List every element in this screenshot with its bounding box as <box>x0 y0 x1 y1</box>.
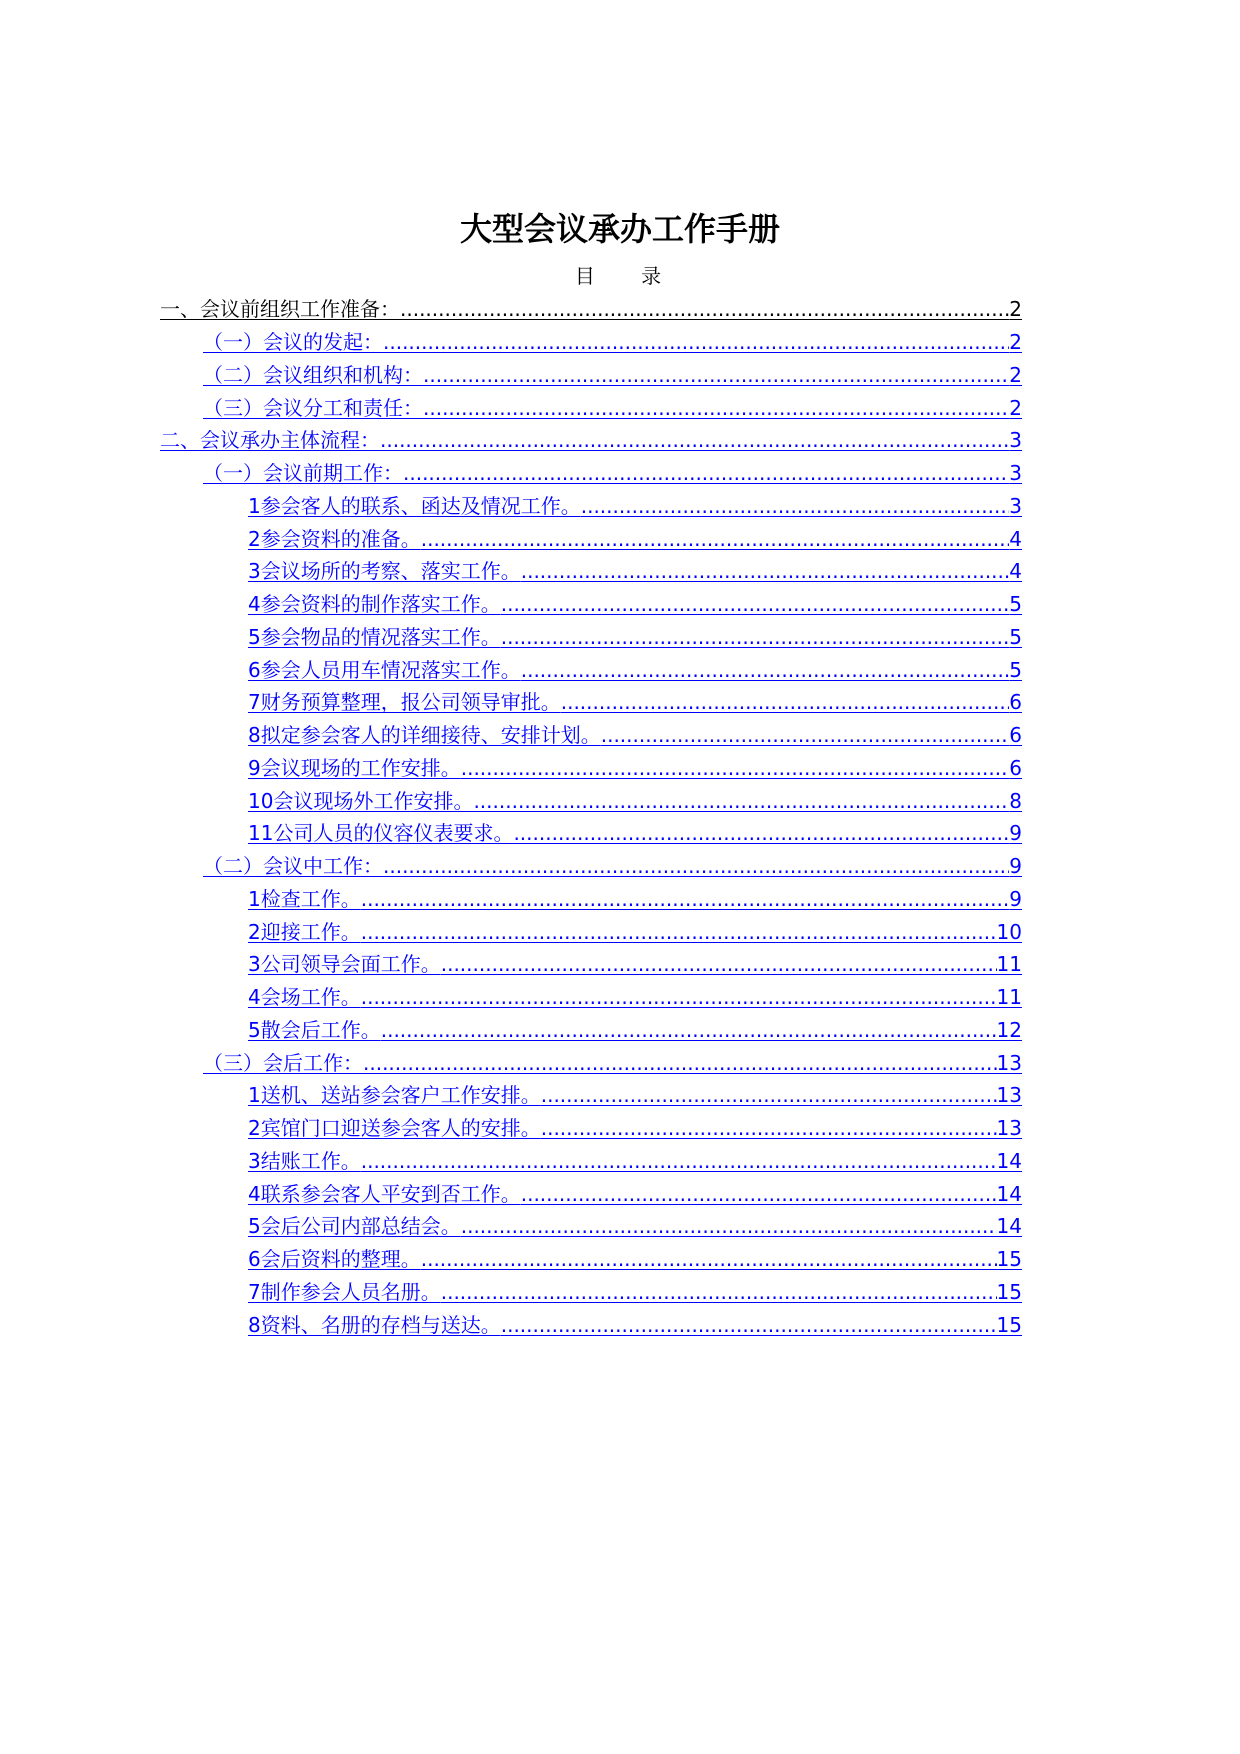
toc-entry[interactable] <box>248 1079 1022 1112</box>
toc-entry[interactable] <box>248 621 1022 654</box>
toc-entry[interactable] <box>203 1046 1022 1079</box>
toc-entry[interactable] <box>248 915 1022 948</box>
toc-dot-leader <box>541 1082 997 1108</box>
toc-dot-leader <box>383 853 1009 879</box>
toc-dot-leader <box>513 820 1009 846</box>
toc-entry[interactable] <box>160 293 1022 326</box>
document-title: 大型会议承办工作手册 <box>459 210 780 248</box>
toc-entry-label: 6参会人员用车情况落实工作。 <box>248 657 521 682</box>
toc-dot-leader <box>421 1246 997 1272</box>
toc-entry[interactable] <box>248 1112 1022 1145</box>
toc-dot-leader <box>461 755 1010 781</box>
toc-entry[interactable] <box>203 391 1022 424</box>
toc-page-number: 14 <box>996 1181 1022 1206</box>
toc-dot-leader <box>361 984 997 1010</box>
toc-page-number: 2 <box>1009 297 1022 322</box>
toc-page-number: 5 <box>1009 624 1022 649</box>
toc-entry[interactable] <box>248 752 1022 785</box>
toc-entry-label: 1送机、送站参会客户工作安排。 <box>248 1083 541 1108</box>
toc-entry-label: 1检查工作。 <box>248 886 361 911</box>
toc-dot-leader <box>383 329 1009 355</box>
toc-dot-leader <box>363 1050 997 1076</box>
toc-dot-leader <box>400 296 1009 322</box>
toc-entry[interactable] <box>248 784 1022 817</box>
toc-page-number: 5 <box>1009 592 1022 617</box>
toc-dot-leader <box>461 1213 997 1239</box>
toc-entry-label: 2迎接工作。 <box>248 919 361 944</box>
toc-page-number: 14 <box>996 1214 1022 1239</box>
toc-page-number: 4 <box>1009 559 1022 584</box>
toc-dot-leader <box>501 624 1010 650</box>
toc-entry-label: 3会议场所的考察、落实工作。 <box>248 559 521 584</box>
toc-entry-label: 3结账工作。 <box>248 1148 361 1173</box>
toc-dot-leader <box>380 427 1009 453</box>
toc-dot-leader <box>501 1312 997 1338</box>
toc-entry[interactable] <box>248 1243 1022 1276</box>
toc-entry-label: （三）会议分工和责任： <box>203 395 423 420</box>
toc-entry[interactable] <box>248 981 1022 1014</box>
toc-dot-leader <box>561 689 1010 715</box>
toc-entry-label: 一、会议前组织工作准备： <box>160 297 400 322</box>
toc-entry-label: 9会议现场的工作安排。 <box>248 755 461 780</box>
toc-page-number: 2 <box>1009 362 1022 387</box>
toc-entry-label: 4联系参会客人平安到否工作。 <box>248 1181 521 1206</box>
toc-entry[interactable] <box>160 424 1022 457</box>
table-of-contents <box>0 293 1240 1341</box>
toc-page-number: 2 <box>1009 330 1022 355</box>
toc-page-number: 5 <box>1009 657 1022 682</box>
toc-dot-leader <box>423 395 1009 421</box>
toc-entry-label: 10会议现场外工作安排。 <box>248 788 474 813</box>
toc-page-number: 3 <box>1009 428 1022 453</box>
toc-entry[interactable] <box>248 686 1022 719</box>
toc-page-number: 12 <box>996 1017 1022 1042</box>
toc-entry[interactable] <box>248 522 1022 555</box>
toc-entry-label: 二、会议承办主体流程： <box>160 428 380 453</box>
toc-entry-label: （一）会议前期工作： <box>203 461 403 486</box>
toc-entry-label: 5参会物品的情况落实工作。 <box>248 624 501 649</box>
toc-page-number: 3 <box>1009 493 1022 518</box>
toc-dot-leader <box>421 526 1010 552</box>
toc-entry-label: 8拟定参会客人的详细接待、安排计划。 <box>248 723 601 748</box>
toc-entry-label: 4会场工作。 <box>248 985 361 1010</box>
toc-dot-leader <box>521 1181 997 1207</box>
toc-dot-leader <box>541 1115 997 1141</box>
toc-page-number: 15 <box>996 1312 1022 1337</box>
toc-page-number: 11 <box>996 985 1022 1010</box>
toc-dot-leader <box>601 722 1010 748</box>
toc-dot-leader <box>521 558 1010 584</box>
toc-entry-label: 1参会客人的联系、函达及情况工作。 <box>248 493 581 518</box>
toc-entry[interactable] <box>248 817 1022 850</box>
toc-entry-label: 2宾馆门口迎送参会客人的安排。 <box>248 1116 541 1141</box>
toc-page-number: 9 <box>1009 886 1022 911</box>
toc-dot-leader <box>423 362 1009 388</box>
toc-page-number: 10 <box>996 919 1022 944</box>
toc-dot-leader <box>403 460 1009 486</box>
toc-entry-label: （三）会后工作： <box>203 1050 363 1075</box>
toc-page-number: 8 <box>1009 788 1022 813</box>
toc-entry-label: 4参会资料的制作落实工作。 <box>248 592 501 617</box>
toc-page-number: 2 <box>1009 395 1022 420</box>
toc-entry-label: 7制作参会人员名册。 <box>248 1279 441 1304</box>
toc-page-number: 15 <box>996 1279 1022 1304</box>
toc-entry[interactable] <box>248 883 1022 916</box>
toc-entry[interactable] <box>248 1145 1022 1178</box>
toc-dot-leader <box>441 951 997 977</box>
toc-page-number: 9 <box>1009 854 1022 879</box>
toc-dot-leader <box>501 591 1010 617</box>
toc-entry[interactable] <box>248 719 1022 752</box>
toc-dot-leader <box>361 1148 997 1174</box>
toc-dot-leader <box>521 657 1010 683</box>
toc-dot-leader <box>581 493 1010 519</box>
toc-entry-label: 7财务预算整理，报公司领导审批。 <box>248 690 561 715</box>
toc-page-number: 13 <box>996 1050 1022 1075</box>
toc-page-number: 13 <box>996 1116 1022 1141</box>
toc-entry-label: 5散会后工作。 <box>248 1017 381 1042</box>
toc-entry-label: 2参会资料的准备。 <box>248 526 421 551</box>
toc-entry[interactable] <box>248 1276 1022 1309</box>
toc-page-number: 13 <box>996 1083 1022 1108</box>
toc-entry[interactable] <box>203 850 1022 883</box>
toc-entry[interactable] <box>248 948 1022 981</box>
toc-page-number: 6 <box>1009 723 1022 748</box>
toc-dot-leader <box>361 919 997 945</box>
toc-heading: 目 录 <box>574 264 682 288</box>
toc-entry[interactable] <box>248 1308 1022 1341</box>
toc-entry-label: 3公司领导会面工作。 <box>248 952 441 977</box>
toc-dot-leader <box>381 1017 997 1043</box>
toc-entry[interactable] <box>203 457 1022 490</box>
toc-entry-label: （一）会议的发起： <box>203 330 383 355</box>
toc-page-number: 15 <box>996 1247 1022 1272</box>
toc-page-number: 6 <box>1009 755 1022 780</box>
toc-entry[interactable] <box>248 653 1022 686</box>
toc-entry[interactable] <box>248 588 1022 621</box>
toc-entry-label: （二）会议中工作： <box>203 854 383 879</box>
toc-entry-label: 11公司人员的仪容仪表要求。 <box>248 821 514 846</box>
toc-entry[interactable] <box>248 555 1022 588</box>
toc-page-number: 6 <box>1009 690 1022 715</box>
toc-dot-leader <box>473 788 1009 814</box>
toc-dot-leader <box>361 886 1010 912</box>
toc-entry-label: 6会后资料的整理。 <box>248 1247 421 1272</box>
toc-entry[interactable] <box>203 326 1022 359</box>
toc-entry[interactable] <box>248 1210 1022 1243</box>
toc-entry-label: 8资料、名册的存档与送达。 <box>248 1312 501 1337</box>
toc-page-number: 4 <box>1009 526 1022 551</box>
toc-entry-label: 5会后公司内部总结会。 <box>248 1214 461 1239</box>
toc-page-number: 9 <box>1009 821 1022 846</box>
toc-page-number: 14 <box>996 1148 1022 1173</box>
toc-entry-label: （二）会议组织和机构： <box>203 362 423 387</box>
toc-page-number: 3 <box>1009 461 1022 486</box>
toc-entry[interactable] <box>203 359 1022 392</box>
toc-entry[interactable] <box>248 1177 1022 1210</box>
toc-entry[interactable] <box>248 1014 1022 1047</box>
toc-dot-leader <box>441 1279 997 1305</box>
toc-page-number: 11 <box>996 952 1022 977</box>
toc-entry[interactable] <box>248 490 1022 523</box>
